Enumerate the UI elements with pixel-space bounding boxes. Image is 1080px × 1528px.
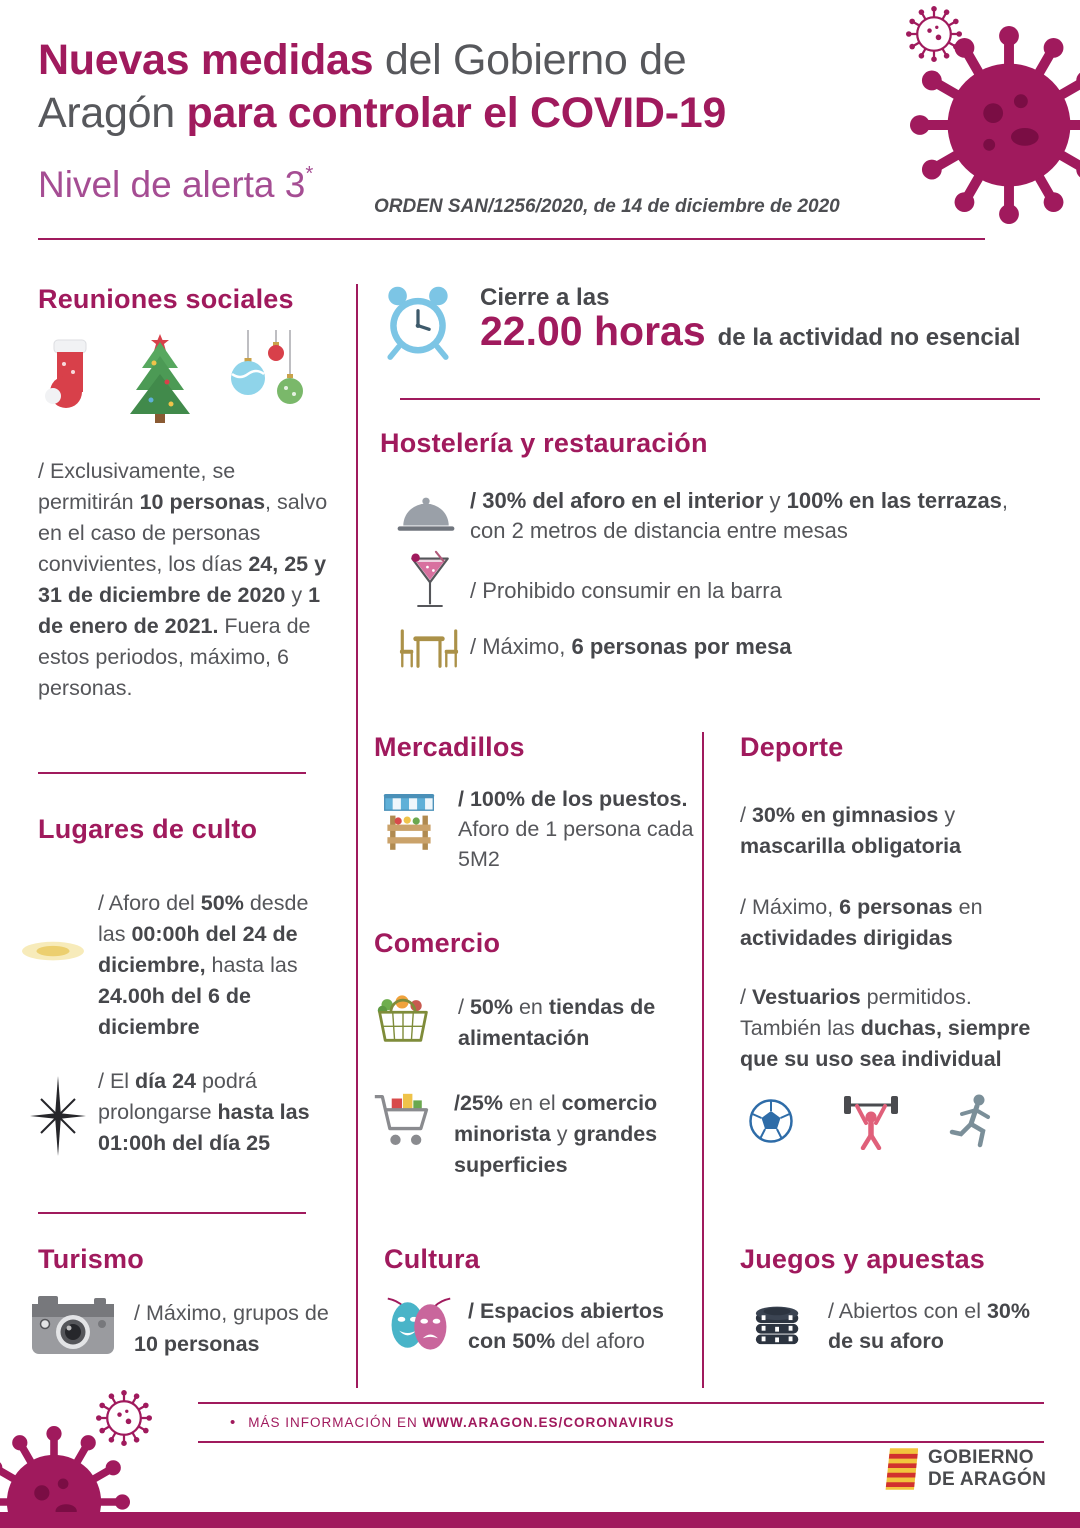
gobierno-aragon-logo (884, 1446, 1046, 1492)
mercadillos-item: / 100% de los puestos. Aforo de 1 persona cada 5M2 (458, 787, 694, 871)
weightlifter-icon (842, 1092, 900, 1150)
shopping-cart-icon (372, 1084, 434, 1160)
culto-item-1: / Aforo del 50% desde las 00:00h del 24 de diciembre, hasta las 24.00h del 6 de diciembre (98, 891, 309, 1039)
divider (400, 398, 1040, 400)
title-line-2: Aragón para controlar el COVID-19 (38, 89, 726, 137)
grocery-basket-icon (374, 986, 432, 1046)
alert-asterisk: * (305, 163, 314, 185)
logo-line2: DE ARAGÓN (928, 1469, 1047, 1490)
christmas-icons (40, 330, 325, 424)
aragon-flag-icon (884, 1446, 918, 1492)
juegos-item: / Abiertos con el 30% de su aforo (828, 1299, 1030, 1353)
sparkle-star-icon (28, 1076, 88, 1156)
virus-icon (910, 26, 1080, 224)
baubles-icon (222, 330, 306, 424)
theater-masks-icon (384, 1292, 454, 1358)
page-title (38, 34, 726, 140)
bullet: • (230, 1414, 237, 1431)
alert-level (38, 164, 313, 206)
cloche-icon (396, 490, 456, 540)
order-reference: ORDEN SAN/1256/2020, de 14 de diciembre de 2020 (374, 196, 840, 217)
section-heading-mercadillos: Mercadillos (374, 732, 525, 762)
divider (38, 772, 306, 774)
candle-glow-icon (20, 928, 86, 970)
section-heading-comercio: Comercio (374, 928, 501, 958)
table-chairs-icon (396, 626, 462, 672)
cierre-line (480, 308, 1020, 355)
bottom-accent-bar (0, 1512, 1080, 1528)
market-stall-icon (382, 790, 436, 852)
reuniones-body: / Exclusivamente, se permitirán 10 personas, salvo en el caso de personas convivientes, los días 24, 25 y 31 de diciembre de 2020 y 1 de enero de 2021. Fuera de estos periodos, máximo, 6 personas. (38, 459, 328, 700)
christmas-tree-icon (124, 330, 196, 424)
more-info-text: MÁS INFORMACIÓN EN WWW.ARAGON.ES/CORONAVIRUS (248, 1415, 675, 1430)
logo-text (928, 1447, 1046, 1491)
camera-icon (32, 1294, 114, 1356)
section-heading-cultura: Cultura (384, 1244, 480, 1274)
header-divider (38, 238, 985, 240)
column-divider (356, 284, 358, 1388)
hosteleria-item-3: / Máximo, 6 personas por mesa (470, 634, 792, 659)
alarm-clock-icon (380, 282, 456, 360)
stocking-icon (40, 330, 98, 418)
divider (38, 1212, 306, 1214)
section-heading-juegos-apuestas: Juegos y apuestas (740, 1244, 986, 1274)
cultura-item: / Espacios abiertos con 50% del aforo (468, 1299, 664, 1353)
culto-item-2: / El día 24 podrá prolongarse hasta las 01:00h del día 25 (98, 1069, 310, 1155)
deporte-item-2: / Máximo, 6 personas en actividades dirigidas (740, 895, 983, 950)
runner-icon (948, 1092, 998, 1150)
deporte-item-1: / 30% en gimnasios y mascarilla obligatoria (740, 803, 962, 858)
title-line-1: Nuevas medidas del Gobierno de (38, 36, 687, 84)
alert-level-text: Nivel de alerta 3 (38, 164, 306, 205)
section-heading-hosteleria: Hostelería y restauración (380, 428, 708, 458)
cocktail-icon (408, 546, 452, 622)
comercio-item-2: /25% en el comercio minorista y grandes superficies (454, 1091, 658, 1177)
hosteleria-item-1: / 30% del aforo en el interior y 100% en las terrazas, con 2 metros de distancia entre mesas (470, 488, 1009, 543)
section-heading-reuniones-sociales: Reuniones sociales (38, 284, 294, 314)
deporte-item-3: / Vestuarios permitidos. También las duchas, siempre que su uso sea individual (740, 985, 1031, 1071)
section-heading-turismo: Turismo (38, 1244, 144, 1274)
turismo-item: / Máximo, grupos de 10 personas (134, 1301, 329, 1356)
section-heading-lugares-de-culto: Lugares de culto (38, 814, 258, 844)
hosteleria-item-2: / Prohibido consumir en la barra (470, 578, 782, 603)
column-divider (702, 732, 704, 1388)
cierre-time: 22.00 horas (480, 308, 706, 354)
more-info-strip (198, 1402, 1044, 1443)
poker-chips-icon (752, 1292, 806, 1352)
comercio-item-1: / 50% en tiendas de alimentación (458, 995, 656, 1050)
logo-line1: GOBIERNO (928, 1447, 1034, 1468)
football-icon (748, 1098, 794, 1144)
cierre-intro: Cierre a las (480, 284, 610, 311)
cierre-tail: de la actividad no esencial (717, 324, 1021, 351)
sport-icons (748, 1092, 998, 1150)
section-heading-deporte: Deporte (740, 732, 844, 762)
